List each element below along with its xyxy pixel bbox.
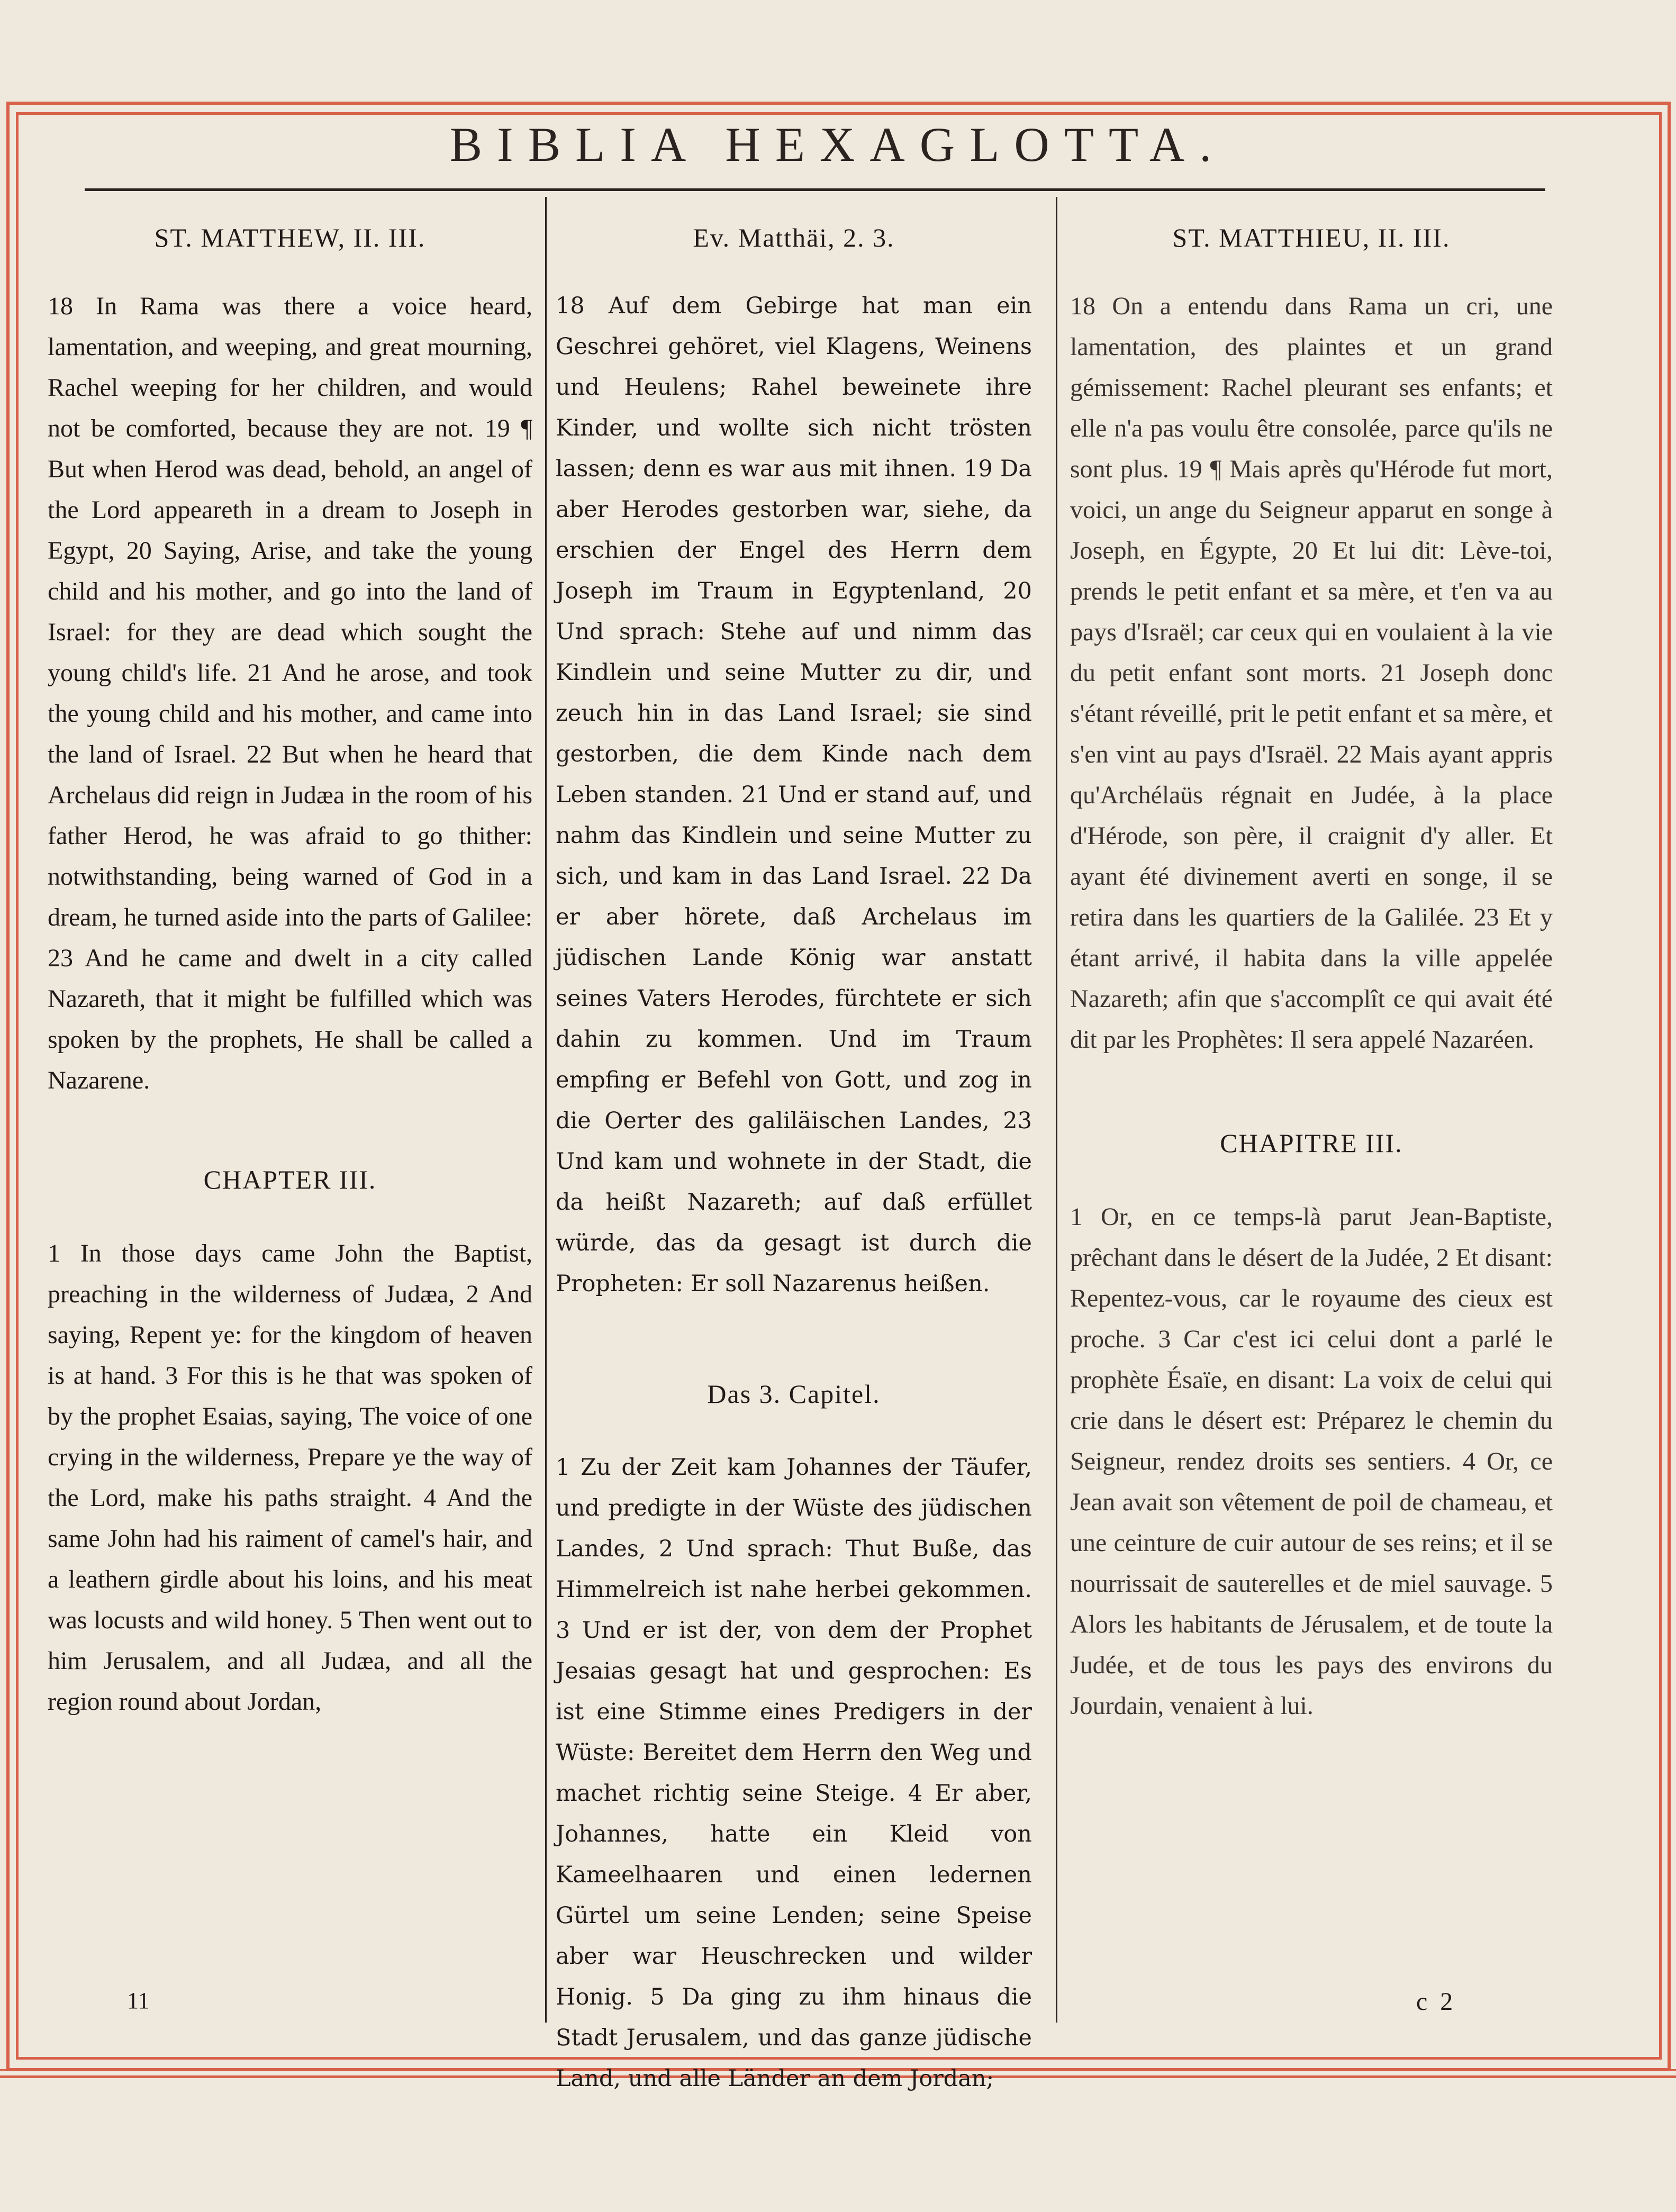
signature-mark: c 2 xyxy=(1416,1988,1456,2016)
french-heading: ST. MATTHIEU, II. III. xyxy=(1172,223,1451,252)
english-heading: ST. MATTHEW, II. III. xyxy=(154,223,426,252)
german-heading: Ev. Matthäi, 2. 3. xyxy=(693,223,895,252)
french-column xyxy=(1070,222,1553,1726)
english-chapter-heading: CHAPTER III. xyxy=(203,1165,377,1194)
french-chapter-text: 1 Or, en ce temps-là parut Jean-Baptiste, prêchant dans le désert de la Judée, 2 Et disant: Repentez-vous, car le royaume des cieux est proche. 3 Car c'est ici celui dont a parlé le prophète Ésaïe, en disant: La voix de celui qui crie dans le désert est: Préparez le chemin du Seigneur, rendez droits ses sentiers. 4 Or, ce Jean avait son vêtement de poil de chameau, et une ceinture de cuir autour de ses reins; et il se nourrissait de sauterelles et de miel sauvage. 5 Alors les habitants de Jérusalem, et de toute la Judée, et de tous les pays des environs du Jourdain, venaient à lui. xyxy=(1070,1203,1553,1720)
german-column xyxy=(556,222,1032,2099)
german-passage: 18 Auf dem Gebirge hat man ein Geschrei gehöret, viel Klagens, Weinens und Heulens; Rahel beweinete ihre Kinder, und wollte sich nicht trösten lassen; denn es war aus mit ihnen. 19 Da aber Herodes gestorben war, siehe, da erschien der Engel des Herrn dem Joseph im Traum in Egyptenland, 20 Und sprach: Stehe auf und nimm das Kindlein und seine Mutter zu dir, und zeuch hin in das Land Israel; sie sind gestorben, die dem Kinde nach dem Leben standen. 21 Und er stand auf, und nahm das Kindlein und seine Mutter zu sich, und kam in das Land Israel. 22 Da er aber hörete, daß Archelaus im jüdischen Lande König war anstatt seines Vaters Herodes, fürchtete er sich dahin zu kommen. Und im Traum empfing er Befehl von Gott, und zog in die Oerter des galiläischen Landes, 23 Und kam und wohnete in der Stadt, die da heißt Nazareth; auf daß erfüllet würde, das da gesagt ist durch die Propheten: Er soll Nazarenus heißen. xyxy=(556,293,1032,1297)
german-chapter-text: 1 Zu der Zeit kam Johannes der Täufer, und predigte in der Wüste des jüdischen Landes, 2 Und sprach: Thut Buße, das Himmelreich ist nahe herbei gekommen. 3 Und er ist der, von dem der Prophet Jesaias gesagt hat und gesprochen: Es ist eine Stimme eines Predigers in der Wüste: Bereitet dem Herrn den Weg und machet richtig seine Steige. 4 Er aber, Johannes, hatte ein Kleid von Kameelhaaren und einen ledernen Gürtel um seine Lenden; seine Speise aber war Heuschrecken und wilder Honig. 5 Da ging zu ihm hinaus die Stadt Jerusalem, und das ganze jüdische Land, und alle Länder an dem Jordan; xyxy=(556,1454,1032,2092)
french-chapter-heading: CHAPITRE III. xyxy=(1220,1128,1403,1158)
page-title: BIBLIA HEXAGLOTTA. xyxy=(449,117,1227,171)
english-passage: 18 In Rama was there a voice heard, lamentation, and weeping, and great mourning, Rachel weeping for her children, and would not be comforted, because they are not. 19 ¶ But when Herod was dead, behold, an angel of the Lord appeareth in a dream to Joseph in Egypt, 20 Saying, Arise, and take the young child and his mother, and go into the land of Israel: for they are dead which sought the young child's life. 21 And he arose, and took the young child and his mother, and came into the land of Israel. 22 But when he heard that Archelaus did reign in Judæa in the room of his father Herod, he was afraid to go thither: notwithstanding, being warned of God in a dream, he turned aside into the parts of Galilee: 23 And he came and dwelt in a city called Nazareth, that it might be fulfilled which was spoken by the prophets, He shall be called a Nazarene. xyxy=(48,292,532,1094)
column-divider-right xyxy=(1056,197,1057,2023)
german-chapter-heading: Das 3. Capitel. xyxy=(707,1379,881,1409)
column-divider-left xyxy=(545,197,547,2023)
english-column xyxy=(48,222,532,1722)
page-number: 11 xyxy=(127,1988,150,2014)
french-passage: 18 On a entendu dans Rama un cri, une lamentation, des plaintes et un grand gémissement: Rachel pleurant ses enfants; et elle n'a pas voulu être consolée, parce qu'ils ne sont plus. 19 ¶ Mais après qu'Hérode fut mort, voici, un ange du Seigneur apparut en songe à Joseph, en Égypte, 20 Et lui dit: Lève-toi, prends le petit enfant et sa mère, et t'en va au pays d'Israël; car ceux qui en voulaient à la vie du petit enfant sont morts. 21 Joseph donc s'étant réveillé, prit le petit enfant et sa mère, et s'en vint au pays d'Israël. 22 Mais ayant appris qu'Archélaüs régnait en Judée, à la place d'Hérode, son père, il craignit d'y aller. Et ayant été divinement averti en songe, il se retira dans les quartiers de la Galilée. 23 Et y étant arrivé, il habita dans la ville appelée Nazareth; afin que s'accomplît ce qui avait été dit par les Prophètes: Il sera appelé Nazaréen. xyxy=(1070,292,1553,1054)
english-chapter-text: 1 In those days came John the Baptist, preaching in the wilderness of Judæa, 2 And saying, Repent ye: for the kingdom of heaven is at hand. 3 For this is he that was spoken of by the prophet Esaias, saying, The voice of one crying in the wilderness, Prepare ye the way of the Lord, make his paths straight. 4 And the same John had his raiment of camel's hair, and a leathern girdle about his loins, and his meat was locusts and wild honey. 5 Then went out to him Jerusalem, and all Judæa, and all the region round about Jordan, xyxy=(48,1239,532,1716)
header-rule xyxy=(85,188,1545,191)
